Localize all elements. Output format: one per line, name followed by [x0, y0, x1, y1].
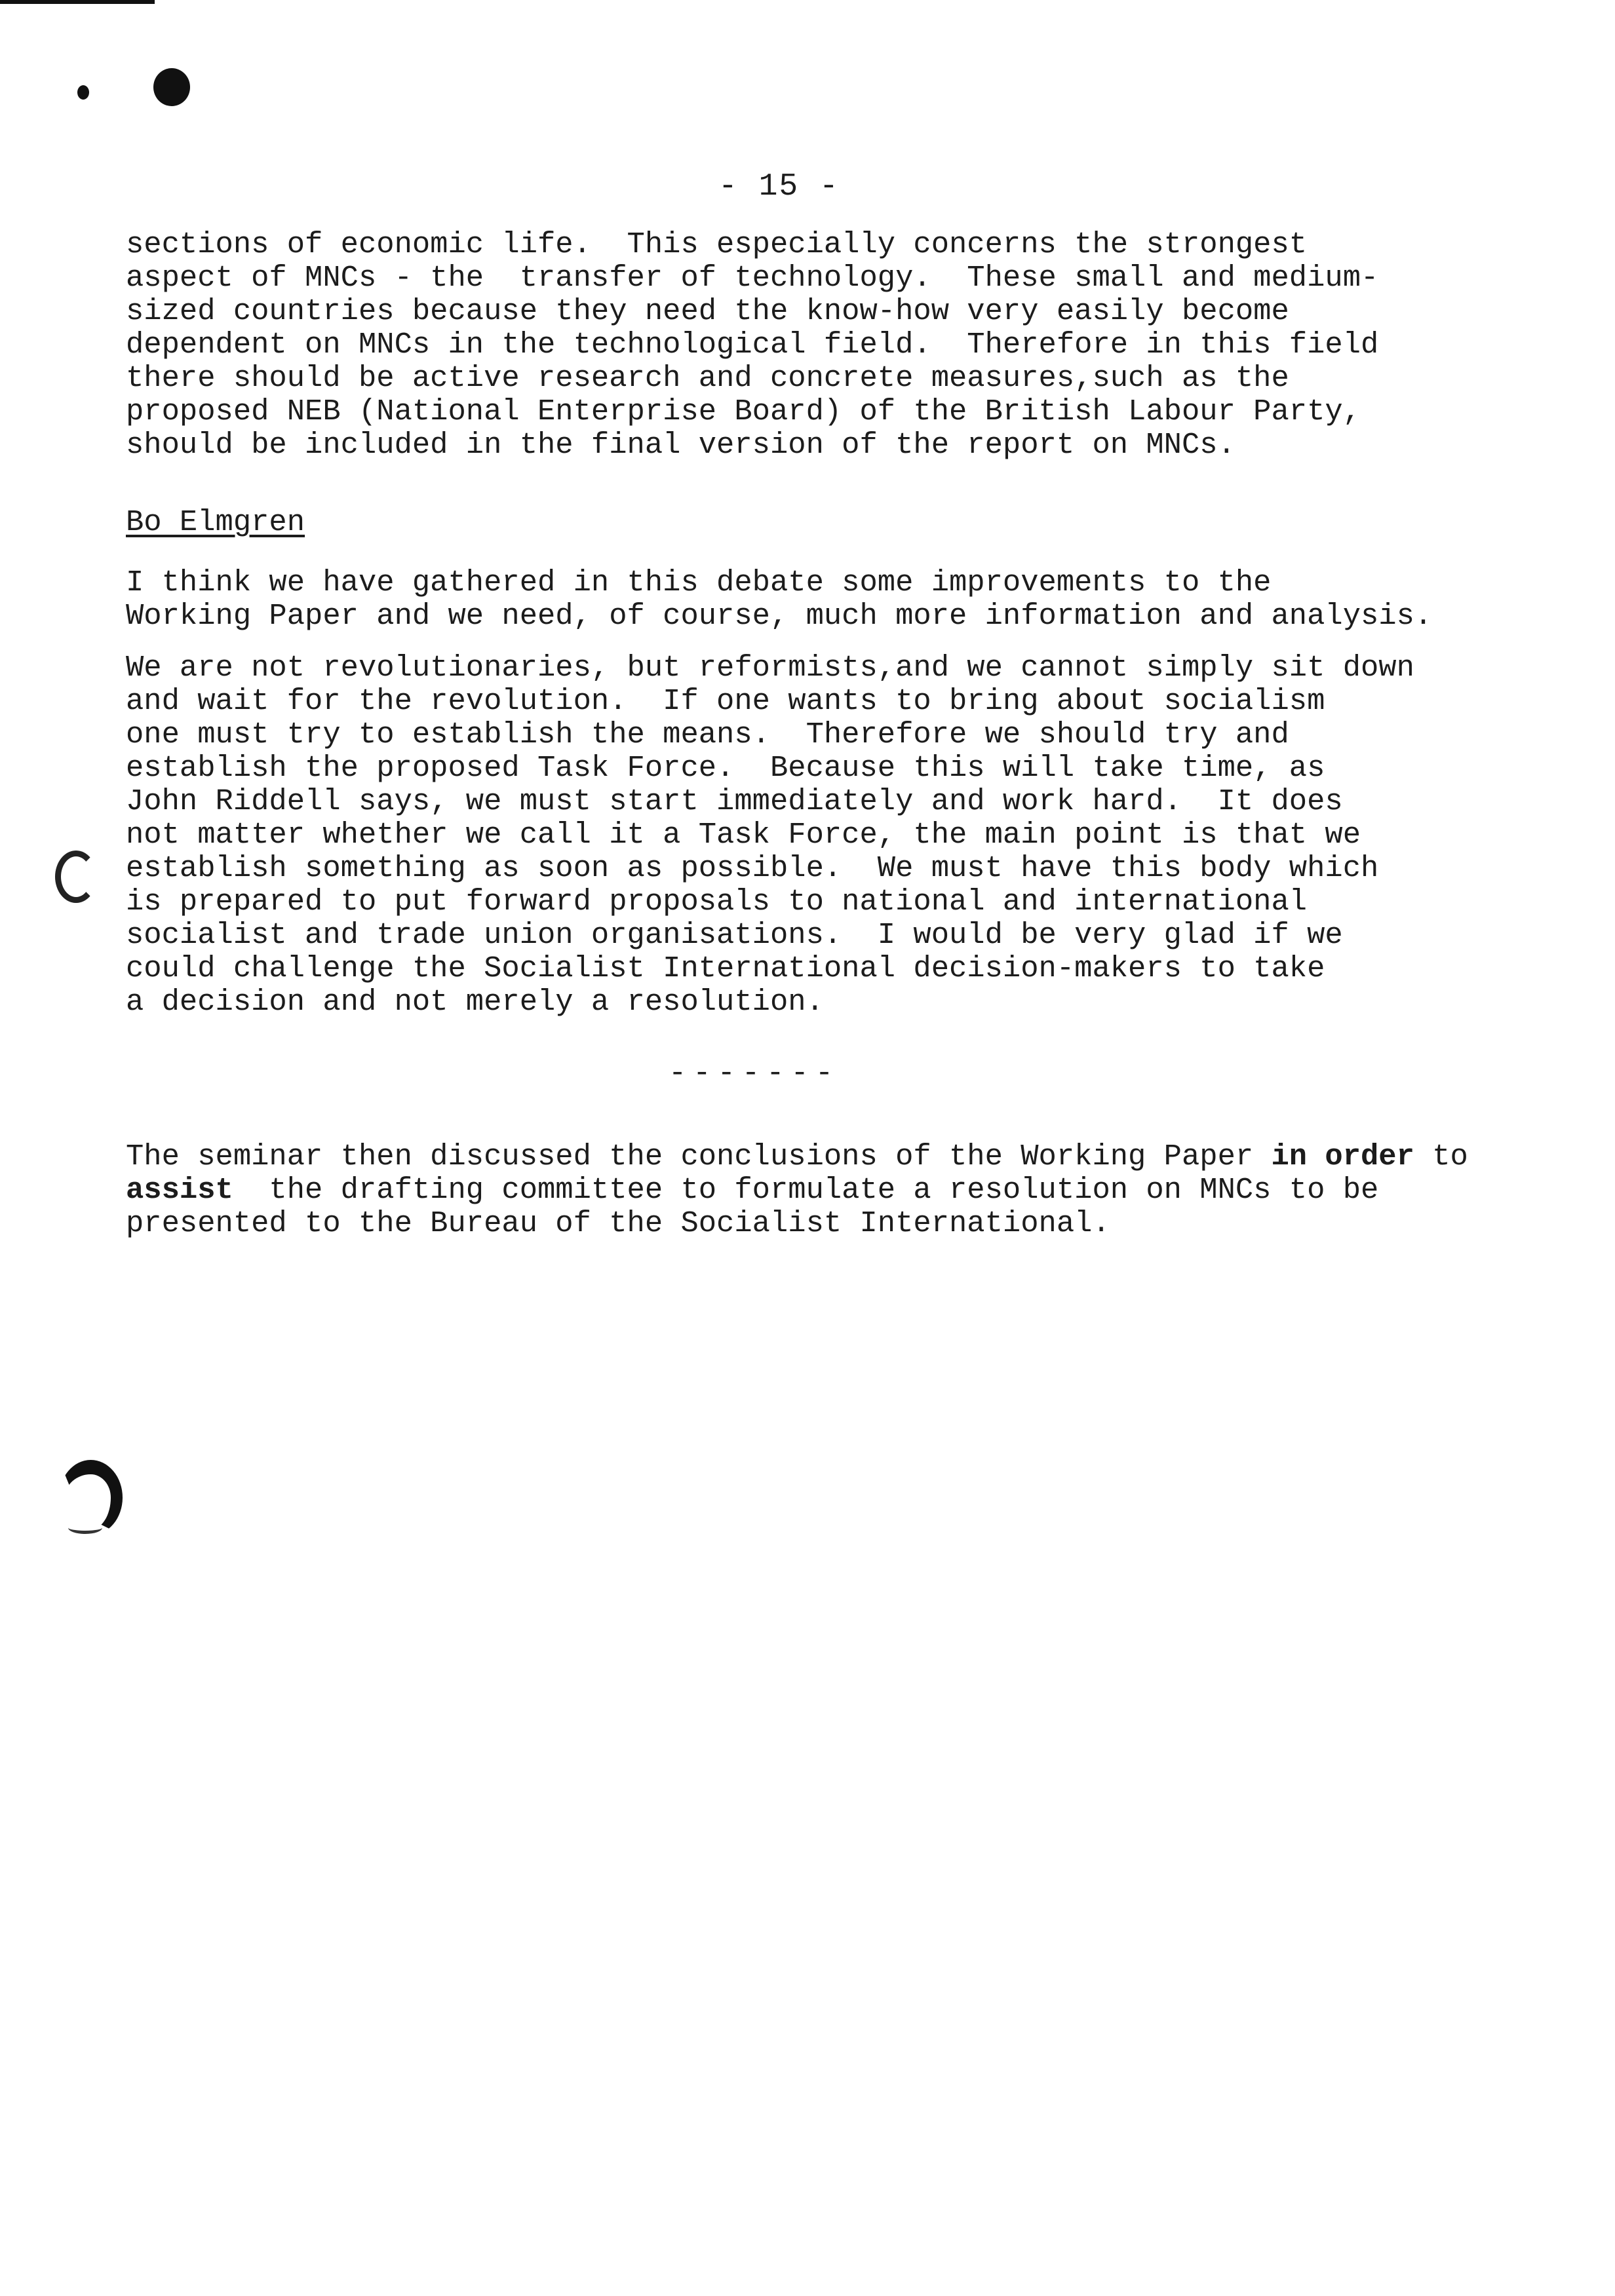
text-line: not matter whether we call it a Task Force, the main point is that we: [126, 818, 1361, 852]
text-line: [126, 1140, 1528, 1174]
text-line: sections of economic life. This especially concerns the strongest: [126, 227, 1308, 261]
margin-arc-mark: [55, 851, 97, 903]
text-line: a decision and not merely a resolution.: [126, 985, 824, 1019]
paragraph-technology-transfer: [126, 228, 1528, 462]
section-separator: -------: [669, 1056, 840, 1090]
text-segment: the drafting committee to formulate a resolution on MNCs to be: [233, 1173, 1379, 1207]
text-line: presented to the Bureau of the Socialist International.: [126, 1206, 1110, 1240]
text-line: and wait for the revolution. If one wants to bring about socialism: [126, 684, 1325, 718]
text-line: is prepared to put forward proposals to national and international: [126, 885, 1308, 919]
paragraph-seminar-conclusion: [126, 1140, 1528, 1240]
text-line: We are not revolutionaries, but reformists,and we cannot simply sit down: [126, 651, 1414, 685]
text-line: establish something as soon as possible. We must have this body which: [126, 851, 1379, 885]
text-line: there should be active research and concrete measures,such as the: [126, 361, 1289, 395]
page-number: - 15 -: [718, 169, 840, 204]
text-line: proposed NEB (National Enterprise Board) of the British Labour Party,: [126, 394, 1361, 429]
text-segment: to: [1414, 1139, 1468, 1174]
text-line: establish the proposed Task Force. Because this will take time, as: [126, 751, 1325, 785]
text-line: could challenge the Socialist International decision-makers to take: [126, 951, 1325, 985]
text-line: should be included in the final version of the report on MNCs.: [126, 428, 1236, 462]
text-line: one must try to establish the means. Therefore we should try and: [126, 718, 1289, 752]
punch-hole-mark-small: [77, 85, 89, 100]
text-line: socialist and trade union organisations. I would be very glad if we: [126, 918, 1343, 952]
bold-text: in order: [1271, 1139, 1414, 1174]
text-line: Working Paper and we need, of course, much more information and analysis.: [126, 599, 1433, 633]
text-line: aspect of MNCs - the transfer of technology. These small and medium-: [126, 261, 1379, 295]
text-segment: The seminar then discussed the conclusions of the Working Paper: [126, 1139, 1272, 1174]
text-line: John Riddell says, we must start immediately and work hard. It does: [126, 784, 1343, 818]
margin-hook-tail: [68, 1521, 102, 1534]
text-line: [126, 1174, 1528, 1207]
text-line: dependent on MNCs in the technological field. Therefore in this field: [126, 328, 1379, 362]
text-line: I think we have gathered in this debate some improvements to the: [126, 565, 1272, 600]
text-line: sized countries because they need the know-how very easily become: [126, 294, 1289, 328]
paragraph-task-force: [126, 651, 1528, 1019]
paragraph-improvements: [126, 566, 1528, 633]
bold-text: assist: [126, 1173, 233, 1207]
speaker-name: Bo Elmgren: [126, 505, 305, 539]
punch-hole-mark: [153, 68, 190, 106]
top-edge-rule: [0, 0, 155, 4]
